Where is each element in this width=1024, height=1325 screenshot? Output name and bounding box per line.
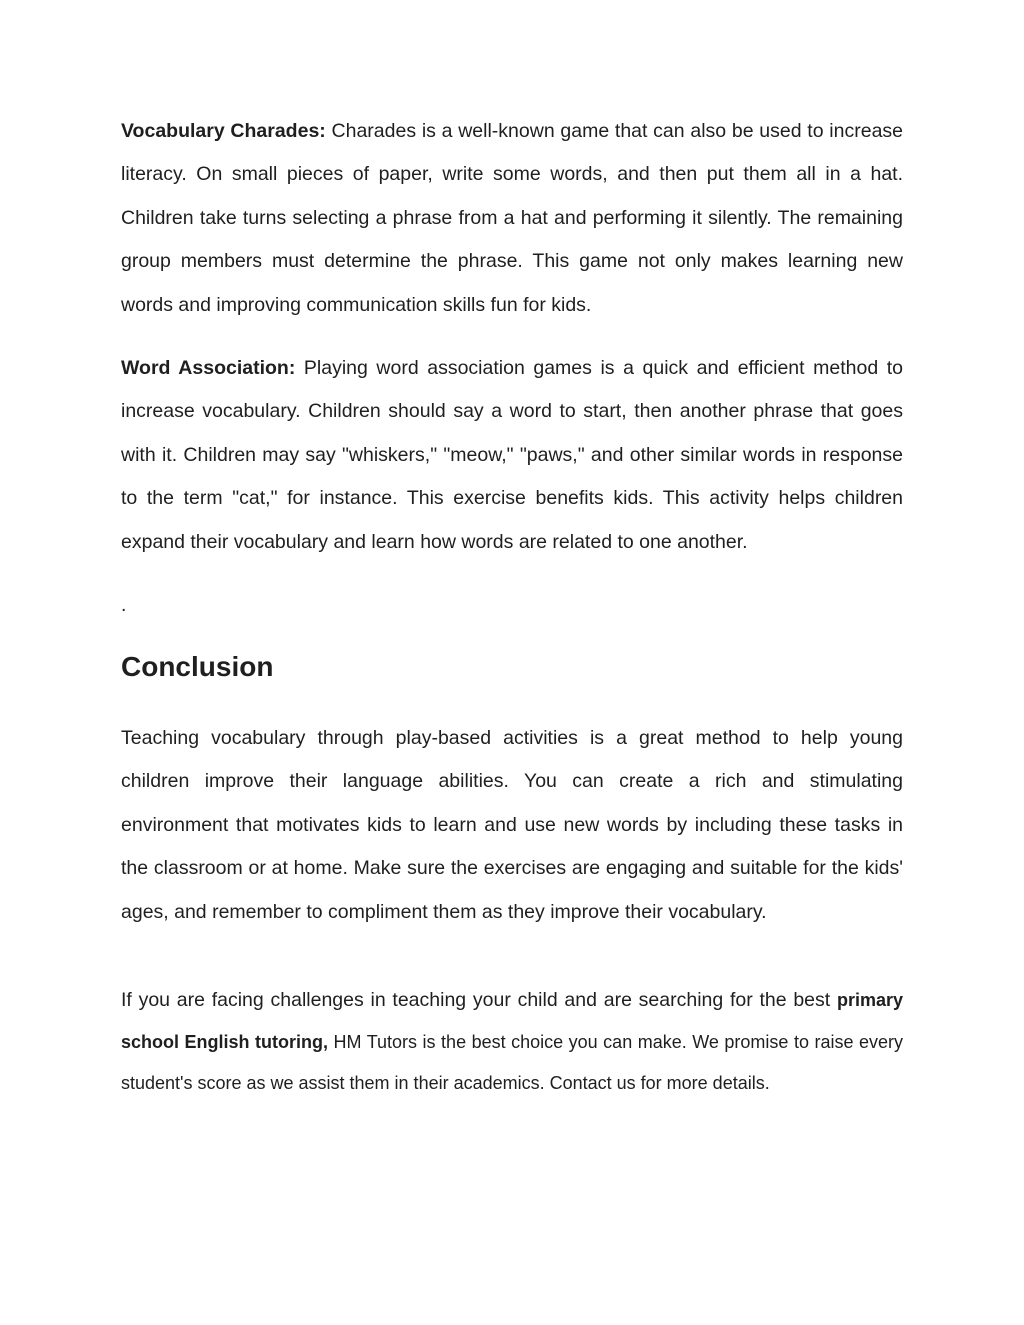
association-lead: Word Association:: [121, 357, 296, 380]
cta-paragraph: [121, 980, 903, 1105]
charades-lead: Vocabulary Charades:: [121, 120, 326, 142]
association-paragraph: [121, 347, 903, 564]
document-page: [121, 110, 903, 1105]
charades-paragraph: [121, 110, 903, 327]
conclusion-heading: Conclusion: [121, 651, 274, 683]
cta-rest: HM Tutors is the best choice you can make. We promise to raise every student's score as we assist them in their academics. Contact us for more details.: [121, 1031, 903, 1094]
association-text: Playing word association games is a quick and efficient method to increase vocabulary. Children should say a word to start, then another phrase that goes with it. Children may say "whiskers," "meow," "paws," and other similar words in response to the term "cat," for instance. This exercise benefits kids. This activity helps children expand their vocabulary and learn how words are related to one another.: [121, 357, 903, 553]
conclusion-paragraph: Teaching vocabulary through play-based activities is a great method to help young children improve their language abilities. You can create a rich and stimulating environment that motivates kids to learn and use new words by including these tasks in the classroom or at home. Make sure the exercises are engaging and suitable for the kids' ages, and remember to compliment them as they improve their vocabulary.: [121, 727, 903, 923]
cta-link-text: primary school English tutoring,: [121, 990, 903, 1052]
separator-dot: .: [121, 594, 127, 617]
cta-intro: If you are facing challenges in teaching your child and are searching for the best: [121, 989, 837, 1012]
charades-text: Charades is a well-known game that can also be used to increase literacy. On small pieces of paper, write some words, and then put them all in a hat. Children take turns selecting a phrase from a hat and performing it silently. The remaining group members must determine the phrase. This game not only makes learning new words and improving communication skills fun for kids.: [121, 120, 904, 316]
